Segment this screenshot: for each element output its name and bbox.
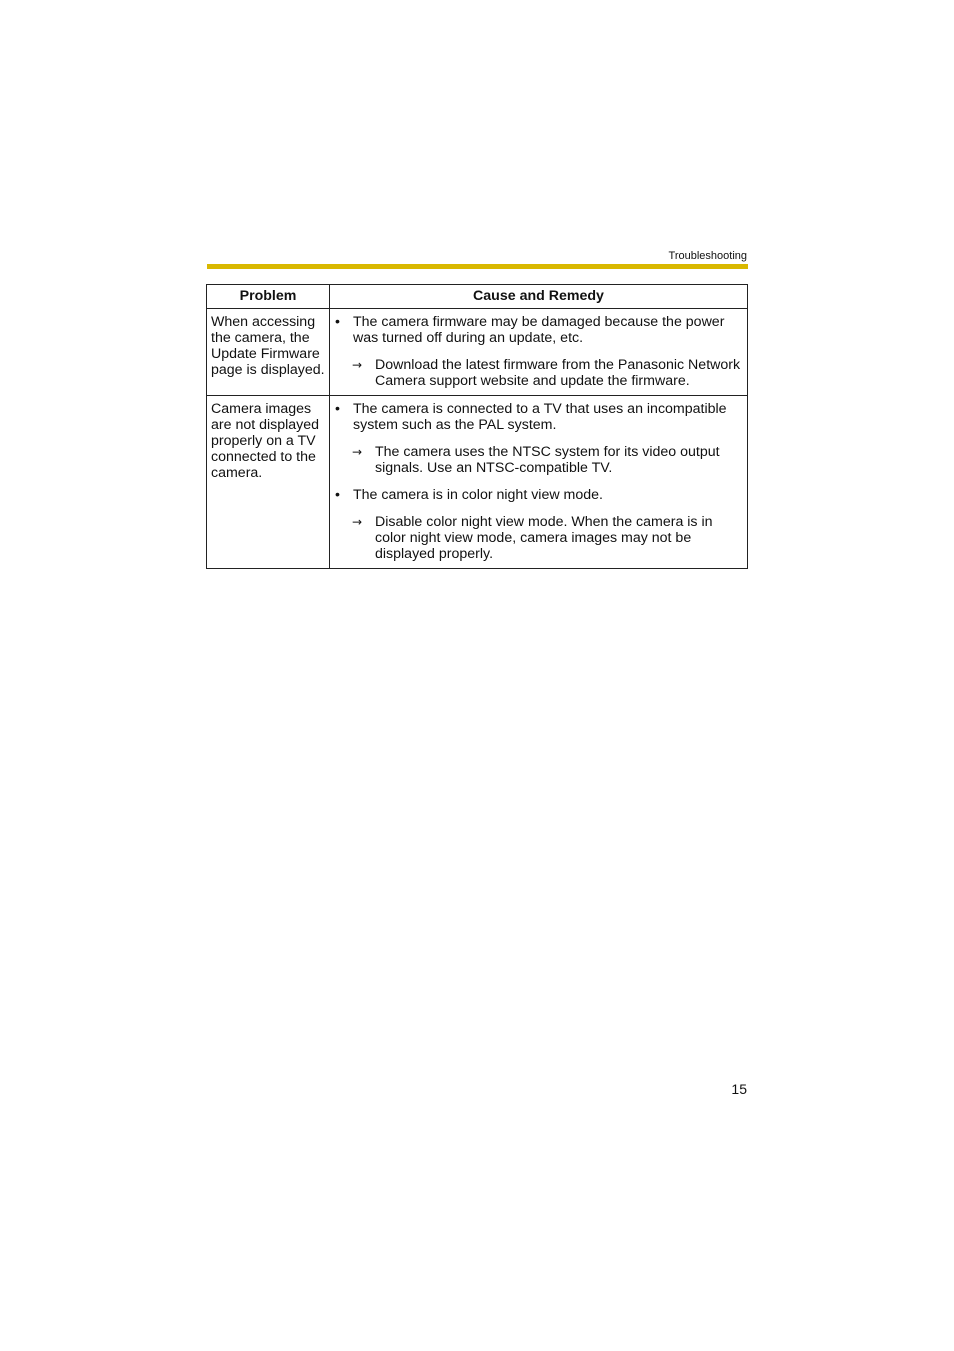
bullet-glyph: • [335, 487, 340, 503]
column-header-problem: Problem [207, 285, 330, 309]
cause-item [334, 401, 741, 433]
table-row [207, 396, 748, 569]
problem-cell: When accessing the camera, the Update Firmware page is displayed. [207, 309, 330, 396]
table-header-row [207, 285, 748, 309]
arrow-right-icon: → [352, 445, 363, 459]
remedy-text: Download the latest firmware from the Panasonic Network Camera support website and update the firmware. [375, 357, 741, 389]
section-label: Troubleshooting [668, 250, 747, 262]
arrow-right-icon: → [352, 515, 363, 529]
cause-item [334, 487, 741, 503]
remedy-item [352, 444, 741, 476]
bullet-glyph: • [335, 314, 340, 330]
cause-text: The camera is connected to a TV that uses an incompatible system such as the PAL system. [353, 401, 727, 433]
remedy-text: The camera uses the NTSC system for its video output signals. Use an NTSC-compatible TV. [375, 444, 720, 476]
remedy-item [352, 514, 741, 562]
cause-text: The camera firmware may be damaged because the power was turned off during an update, etc. [353, 314, 725, 346]
page-number: 15 [731, 1081, 747, 1097]
remedy-item [352, 357, 741, 389]
troubleshooting-table [206, 284, 748, 569]
column-header-cause-remedy: Cause and Remedy [330, 285, 748, 309]
cause-item [334, 314, 741, 346]
arrow-right-icon: → [352, 358, 363, 372]
remedy-text: Disable color night view mode. When the camera is in color night view mode, camera images may not be displayed properly. [375, 514, 713, 562]
cause-text: The camera is in color night view mode. [353, 487, 603, 503]
remedy-cell [330, 396, 748, 569]
bullet-glyph: • [335, 401, 340, 417]
problem-cell: Camera images are not displayed properly on a TV connected to the camera. [207, 396, 330, 569]
remedy-cell [330, 309, 748, 396]
table-row [207, 309, 748, 396]
header-accent-rule [207, 264, 748, 269]
